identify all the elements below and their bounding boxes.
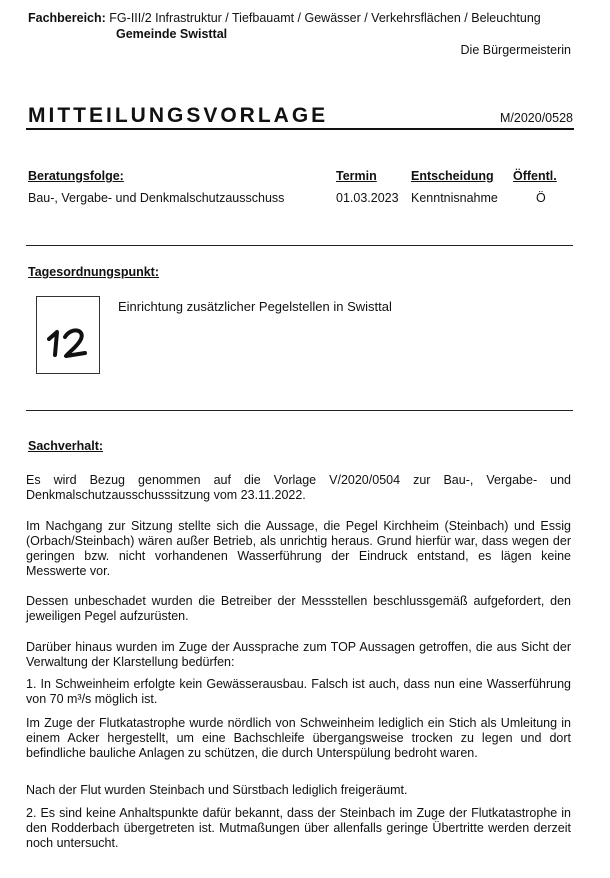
agenda-divider — [26, 410, 573, 411]
col-date-header: Termin — [336, 169, 377, 183]
agenda-heading: Tagesordnungspunkt: — [28, 265, 160, 279]
consultation-date: 01.03.2023 — [336, 191, 399, 205]
department-line — [28, 11, 588, 26]
facts-paragraph-6: Im Zuge der Flutkatastrophe wurde nördlich von Schweinheim lediglich ein Stich als Umleitung in einem Acker hergestellt, um eine Bachschleife übergangsweise trocken zu legen und dort befindliche bauliche Anlagen zu schützen, die durch Unterspülung bedroht waren. — [26, 716, 571, 760]
facts-paragraph-7: Nach der Flut wurden Steinbach und Sürstbach lediglich freigeräumt. — [26, 783, 408, 797]
title-divider — [26, 128, 574, 130]
facts-paragraph-5: 1. In Schweinheim erfolgte kein Gewässerausbau. Falsch ist auch, dass nun eine Wasserführung von 70 m³/s möglich ist. — [26, 677, 571, 706]
facts-paragraph-2: Im Nachgang zur Sitzung stellte sich die Aussage, die Pegel Kirchheim (Steinbach) und Essig (Orbach/Steinbach) wären außer Betrieb, als unrichtig heraus. Grund hierfür war, dass wegen der geringen bzw. nicht vorhandenen Wasserführung der Eindruck entstand, es lägen keine Messwerte vor. — [26, 519, 571, 578]
consultation-decision: Kenntnisnahme — [411, 191, 498, 205]
consultation-heading: Beratungsfolge: — [28, 169, 124, 183]
department-value: FG-III/2 Infrastruktur / Tiefbauamt / Gewässer / Verkehrsflächen / Beleuchtung — [109, 11, 541, 25]
consultation-divider — [26, 245, 573, 246]
facts-paragraph-3: Dessen unbeschadet wurden die Betreiber der Messstellen beschlussgemäß aufgefordert, den jeweiligen Pegel aufzurüsten. — [26, 594, 571, 623]
document-number: M/2020/0528 — [500, 111, 573, 125]
document-type-title: MITTEILUNGSVORLAGE — [28, 104, 329, 127]
municipality: Gemeinde Swisttal — [116, 27, 228, 41]
agenda-number-box — [36, 296, 100, 374]
consultation-body: Bau-, Vergabe- und Denkmalschutzausschuss — [28, 191, 285, 205]
facts-paragraph-8: 2. Es sind keine Anhaltspunkte dafür bekannt, dass der Steinbach im Zuge der Flutkatastrophe in den Rodderbach übergetreten ist. Mutmaßungen über allenfalls geringe Übertritte werden derzeit noch untersucht. — [26, 806, 571, 850]
department-label: Fachbereich: — [28, 11, 106, 25]
col-decision-header: Entscheidung — [411, 169, 494, 183]
facts-paragraph-1: Es wird Bezug genommen auf die Vorlage V/2020/0504 zur Bau-, Vergabe- und Denkmalschutzausschusssitzung vom 23.11.2022. — [26, 473, 571, 502]
consultation-public: Ö — [536, 191, 546, 205]
handwritten-number — [37, 297, 99, 373]
facts-heading: Sachverhalt: — [28, 439, 104, 453]
agenda-title: Einrichtung zusätzlicher Pegelstellen in Swisttal — [118, 299, 392, 314]
facts-paragraph-4: Darüber hinaus wurden im Zuge der Aussprache zum TOP Aussagen getroffen, die aus Sicht der Verwaltung der Klarstellung bedürfen: — [26, 640, 571, 669]
author: Die Bürgermeisterin — [460, 43, 571, 57]
col-public-header: Öffentl. — [513, 169, 557, 183]
